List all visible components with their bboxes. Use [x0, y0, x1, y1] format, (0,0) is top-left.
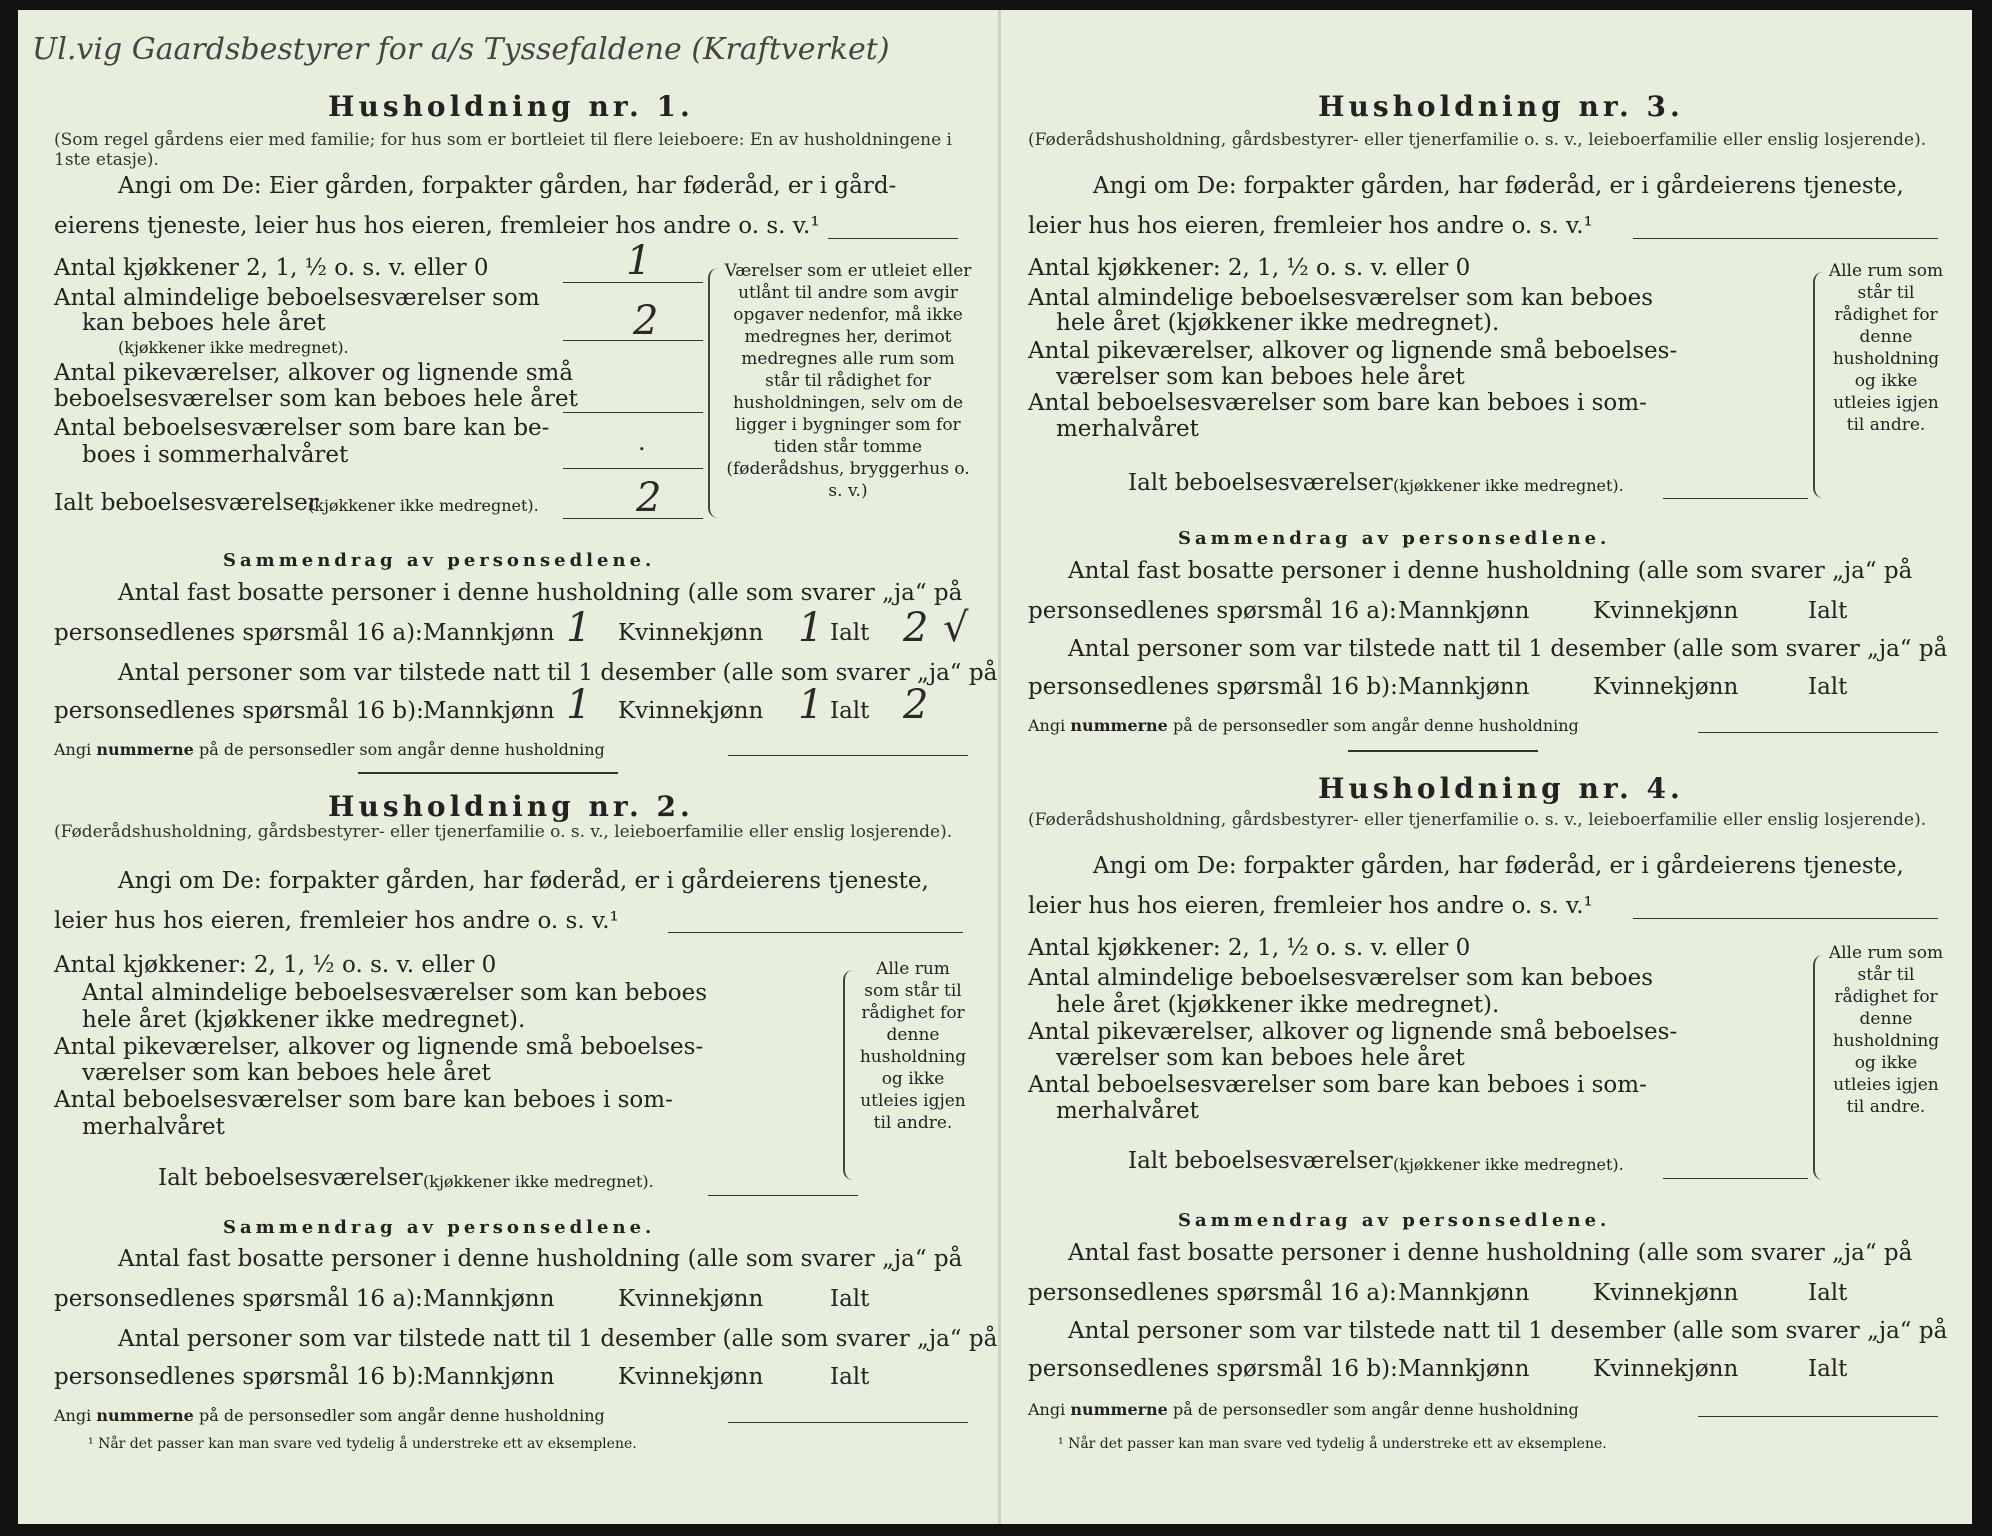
hh3-tilstede-kvinne: Kvinnekjønn	[1593, 674, 1739, 700]
hh2-side-note: Alle rum som står til rådighet for denne husholdning og ikke utleies igjen til andre.	[859, 959, 967, 1133]
hh4-angi-rule	[1633, 918, 1938, 919]
hh1-angi-2: eierens tjeneste, leier hus hos eieren, fremleier hos andre o. s. v.¹	[54, 213, 820, 239]
hh1-sommer-value: .	[638, 428, 646, 456]
hh2-fast-mann: Mannkjønn	[423, 1286, 555, 1312]
hh3-fast-kvinne: Kvinnekjønn	[1593, 598, 1739, 624]
hh2-angi-1: Angi om De: forpakter gården, har føderåd, er i gårdeierens tjeneste,	[118, 868, 929, 894]
hh4-side-note: Alle rum som står til rådighet for denne husholdning og ikke utleies igjen til andre.	[1828, 943, 1944, 1117]
hh4-kjokkener: Antal kjøkkener: 2, 1, ½ o. s. v. eller 0	[1028, 935, 1471, 961]
hh4-sammendrag: Sammendrag av personsedlene.	[1178, 1210, 1611, 1231]
hh3-note: (Føderådshusholdning, gårdsbestyrer- eller tjenerfamilie o. s. v., leieboerfamilie eller enslig losjerende).	[1028, 130, 1927, 150]
hh1-angi-1: Angi om De: Eier gården, forpakter gården, har føderåd, er i gård-	[118, 173, 897, 199]
hh2-fast-2: personsedlenes spørsmål 16 a):	[54, 1286, 423, 1312]
hh2-nummerne-rule	[728, 1422, 968, 1423]
hh3-tilstede-1: Antal personer som var tilstede natt til 1 desember (alle som svarer „ja“ på	[1068, 636, 1948, 662]
right-footnote: ¹ Når det passer kan man svare ved tydelig å understreke ett av eksemplene.	[1058, 1436, 1607, 1452]
hh4-title: Husholdning nr. 4.	[1318, 772, 1684, 805]
hh2-tilstede-2: personsedlenes spørsmål 16 b):	[54, 1364, 424, 1390]
hh4-sommer-2: merhalvåret	[1056, 1098, 1199, 1124]
hh3-fast-1: Antal fast bosatte personer i denne husholdning (alle som svarer „ja“ på	[1068, 558, 1913, 584]
hh2-pike-2: værelser som kan beboes hele året	[82, 1060, 491, 1086]
hh4-alm-1: Antal almindelige beboelsesværelser som kan beboes	[1028, 965, 1654, 991]
hh1-tilstede-kvinne-value: 1	[798, 682, 824, 728]
hh4-pike-1: Antal pikeværelser, alkover og lignende små beboelses-	[1028, 1019, 1678, 1045]
hh3-tilstede-2: personsedlenes spørsmål 16 b):	[1028, 674, 1398, 700]
hh3-tilstede-mann: Mannkjønn	[1398, 674, 1530, 700]
hh2-sammendrag: Sammendrag av personsedlene.	[223, 1217, 656, 1238]
hh3-angi-rule	[1633, 238, 1938, 239]
hh3-brace	[1813, 272, 1825, 498]
hh1-tilstede-mann-label: Mannkjønn	[423, 698, 555, 724]
hh3-nummerne: Angi nummerne på de personsedler som angår denne husholdning	[1028, 716, 1579, 735]
hh3-kjokkener: Antal kjøkkener: 2, 1, ½ o. s. v. eller 0	[1028, 255, 1471, 281]
hh4-nummerne: Angi nummerne på de personsedler som angår denne husholdning	[1028, 1400, 1579, 1419]
hh2-ialt-rule	[708, 1195, 858, 1196]
hh1-fast-kvinne-value: 1	[798, 605, 824, 651]
hh1-sommer-rule	[563, 468, 703, 469]
hh1-ialt-rule	[563, 518, 703, 519]
hh2-sommer-2: merhalvåret	[82, 1114, 225, 1140]
hh3-side-note: Alle rum som står til rådighet for denne husholdning og ikke utleies igjen til andre.	[1828, 261, 1944, 435]
hh2-fast-1: Antal fast bosatte personer i denne husholdning (alle som svarer „ja“ på	[118, 1246, 963, 1272]
hh4-fast-2: personsedlenes spørsmål 16 a):	[1028, 1280, 1397, 1306]
hh1-pike-rule	[563, 412, 703, 413]
hh3-ialt-rule	[1663, 498, 1808, 499]
hh2-nummerne: Angi nummerne på de personsedler som angår denne husholdning	[54, 1406, 605, 1425]
hh2-sommer-1: Antal beboelsesværelser som bare kan beboes i som-	[54, 1087, 673, 1113]
hh1-alm-2: kan beboes hele året	[82, 310, 326, 336]
hh4-tilstede-mann: Mannkjønn	[1398, 1356, 1530, 1382]
hh3-sommer-2: merhalvåret	[1056, 416, 1199, 442]
hh1-brace	[708, 268, 720, 518]
hh4-sommer-1: Antal beboelsesværelser som bare kan beboes i som-	[1028, 1072, 1647, 1098]
hh1-tilstede-1: Antal personer som var tilstede natt til 1 desember (alle som svarer „ja“ på	[118, 660, 998, 686]
hh1-check-mark: √	[943, 605, 969, 651]
hh2-angi-rule	[668, 932, 963, 933]
hh1-tilstede-2: personsedlenes spørsmål 16 b):	[54, 698, 424, 724]
page-fold	[998, 10, 1001, 1524]
hh1-fast-mann-label: Mannkjønn	[423, 620, 555, 646]
hh1-ialt-label: Ialt beboelsesværelser	[54, 490, 319, 516]
hh1-fast-2: personsedlenes spørsmål 16 a):	[54, 620, 423, 646]
hh4-tilstede-kvinne: Kvinnekjønn	[1593, 1356, 1739, 1382]
hh4-alm-2: hele året (kjøkkener ikke medregnet).	[1056, 992, 1500, 1018]
hh2-tilstede-mann: Mannkjønn	[423, 1364, 555, 1390]
hh3-fast-2: personsedlenes spørsmål 16 a):	[1028, 598, 1397, 624]
hh1-nummerne: Angi nummerne på de personsedler som angår denne husholdning	[54, 740, 605, 759]
hh1-title: Husholdning nr. 1.	[328, 90, 694, 123]
hh3-tilstede-ialt: Ialt	[1808, 674, 1848, 700]
hh2-pike-1: Antal pikeværelser, alkover og lignende små beboelses-	[54, 1034, 704, 1060]
census-sheet	[18, 10, 1972, 1524]
hh3-nummerne-rule	[1698, 732, 1938, 733]
left-footnote: ¹ Når det passer kan man svare ved tydelig å understreke ett av eksemplene.	[88, 1436, 637, 1452]
hh3-angi-1: Angi om De: forpakter gården, har føderåd, er i gårdeierens tjeneste,	[1093, 173, 1904, 199]
hh4-angi-2: leier hus hos eieren, fremleier hos andre o. s. v.¹	[1028, 893, 1593, 919]
hh4-brace	[1813, 955, 1825, 1180]
hh1-fast-1: Antal fast bosatte personer i denne husholdning (alle som svarer „ja“ på	[118, 580, 963, 606]
hh1-alm-value: 2	[633, 298, 659, 344]
hh1-fast-mann-value: 1	[566, 605, 592, 651]
hh1-kjokkener-value: 1	[626, 238, 652, 284]
hh3-fast-mann: Mannkjønn	[1398, 598, 1530, 624]
hh4-ialt-rule	[1663, 1178, 1808, 1179]
hh1-fast-ialt-value: 2	[903, 605, 929, 651]
hh1-alm-1: Antal almindelige beboelsesværelser som	[54, 285, 540, 311]
hh1-tilstede-ialt-label: Ialt	[830, 698, 870, 724]
hh2-ialt-note: (kjøkkener ikke medregnet).	[423, 1172, 654, 1191]
hh2-title: Husholdning nr. 2.	[328, 790, 694, 823]
hh4-tilstede-2: personsedlenes spørsmål 16 b):	[1028, 1356, 1398, 1382]
hh3-sommer-1: Antal beboelsesværelser som bare kan beboes i som-	[1028, 390, 1647, 416]
hh2-fast-ialt: Ialt	[830, 1286, 870, 1312]
hh1-separator	[358, 772, 618, 774]
hh4-ialt-note: (kjøkkener ikke medregnet).	[1393, 1155, 1624, 1174]
hh4-fast-ialt: Ialt	[1808, 1280, 1848, 1306]
hh1-kjokkener-label: Antal kjøkkener 2, 1, ½ o. s. v. eller 0	[54, 255, 489, 281]
hh2-tilstede-1: Antal personer som var tilstede natt til 1 desember (alle som svarer „ja“ på	[118, 1326, 998, 1352]
hh3-ialt-note: (kjøkkener ikke medregnet).	[1393, 476, 1624, 495]
hh2-kjokkener: Antal kjøkkener: 2, 1, ½ o. s. v. eller 0	[54, 952, 497, 978]
right-page	[1008, 10, 1972, 1524]
hh4-nummerne-rule	[1698, 1416, 1938, 1417]
hh3-pike-2: værelser som kan beboes hele året	[1056, 364, 1465, 390]
hh1-pike-1: Antal pikeværelser, alkover og lignende små	[54, 360, 574, 386]
hh2-angi-2: leier hus hos eieren, fremleier hos andre o. s. v.¹	[54, 908, 619, 934]
left-page	[18, 10, 998, 1524]
hh4-fast-1: Antal fast bosatte personer i denne husholdning (alle som svarer „ja“ på	[1068, 1240, 1913, 1266]
hh2-alm-1: Antal almindelige beboelsesværelser som kan beboes	[82, 980, 708, 1006]
hh3-alm-1: Antal almindelige beboelsesværelser som kan beboes	[1028, 285, 1654, 311]
handwritten-header: Ul.vig Gaardsbestyrer for a/s Tyssefaldene (Kraftverket)	[32, 32, 890, 67]
hh4-ialt-label: Ialt beboelsesværelser	[1128, 1148, 1393, 1174]
hh2-ialt-label: Ialt beboelsesværelser	[158, 1165, 423, 1191]
hh3-pike-1: Antal pikeværelser, alkover og lignende små beboelses-	[1028, 338, 1678, 364]
hh1-sommer-2: boes i sommerhalvåret	[82, 442, 349, 468]
hh1-fast-ialt-label: Ialt	[830, 620, 870, 646]
hh1-sommer-1: Antal beboelsesværelser som bare kan be-	[54, 415, 550, 441]
hh3-angi-2: leier hus hos eieren, fremleier hos andre o. s. v.¹	[1028, 213, 1593, 239]
hh1-alm-3: (kjøkkener ikke medregnet).	[118, 338, 349, 357]
hh1-pike-2: beboelsesværelser som kan beboes hele året	[54, 386, 578, 412]
hh1-sammendrag: Sammendrag av personsedlene.	[223, 550, 656, 571]
hh2-tilstede-ialt: Ialt	[830, 1364, 870, 1390]
hh4-angi-1: Angi om De: forpakter gården, har føderåd, er i gårdeierens tjeneste,	[1093, 853, 1904, 879]
hh1-note: (Som regel gårdens eier med familie; for hus som er bortleiet til flere leieboere: En av husholdningene i 1ste etasje).	[54, 130, 952, 170]
hh2-fast-kvinne: Kvinnekjønn	[618, 1286, 764, 1312]
hh1-nummerne-rule	[728, 755, 968, 756]
hh4-tilstede-ialt: Ialt	[1808, 1356, 1848, 1382]
hh4-pike-2: værelser som kan beboes hele året	[1056, 1045, 1465, 1071]
hh1-tilstede-kvinne-label: Kvinnekjønn	[618, 698, 764, 724]
hh4-fast-kvinne: Kvinnekjønn	[1593, 1280, 1739, 1306]
hh3-alm-2: hele året (kjøkkener ikke medregnet).	[1056, 310, 1500, 336]
hh1-ialt-value: 2	[636, 475, 662, 521]
hh1-fast-kvinne-label: Kvinnekjønn	[618, 620, 764, 646]
hh4-fast-mann: Mannkjønn	[1398, 1280, 1530, 1306]
hh3-fast-ialt: Ialt	[1808, 598, 1848, 624]
hh3-title: Husholdning nr. 3.	[1318, 90, 1684, 123]
hh2-tilstede-kvinne: Kvinnekjønn	[618, 1364, 764, 1390]
hh2-brace	[843, 970, 855, 1180]
hh4-tilstede-1: Antal personer som var tilstede natt til 1 desember (alle som svarer „ja“ på	[1068, 1318, 1948, 1344]
hh2-note: (Føderådshusholdning, gårdsbestyrer- eller tjenerfamilie o. s. v., leieboerfamilie eller enslig losjerende).	[54, 822, 953, 842]
hh1-tilstede-mann-value: 1	[566, 682, 592, 728]
hh1-side-note: Værelser som er utleiet eller utlånt til andre som avgir opgaver nedenfor, må ikke medregnes her, derimot medregnes alle rum som står til rådighet for husholdningen, selv om de ligger i bygninger som for tiden står tomme (føderådshus, bryggerhus o. s. v.)	[724, 261, 972, 501]
hh1-tilstede-ialt-value: 2	[903, 682, 929, 728]
hh4-note: (Føderådshusholdning, gårdsbestyrer- eller tjenerfamilie o. s. v., leieboerfamilie eller enslig losjerende).	[1028, 810, 1927, 830]
hh3-separator	[1348, 750, 1538, 752]
hh1-ialt-note: (kjøkkener ikke medregnet).	[308, 496, 539, 515]
hh3-sammendrag: Sammendrag av personsedlene.	[1178, 528, 1611, 549]
hh1-angi-rule	[828, 238, 958, 239]
hh3-ialt-label: Ialt beboelsesværelser	[1128, 470, 1393, 496]
hh2-alm-2: hele året (kjøkkener ikke medregnet).	[82, 1007, 526, 1033]
